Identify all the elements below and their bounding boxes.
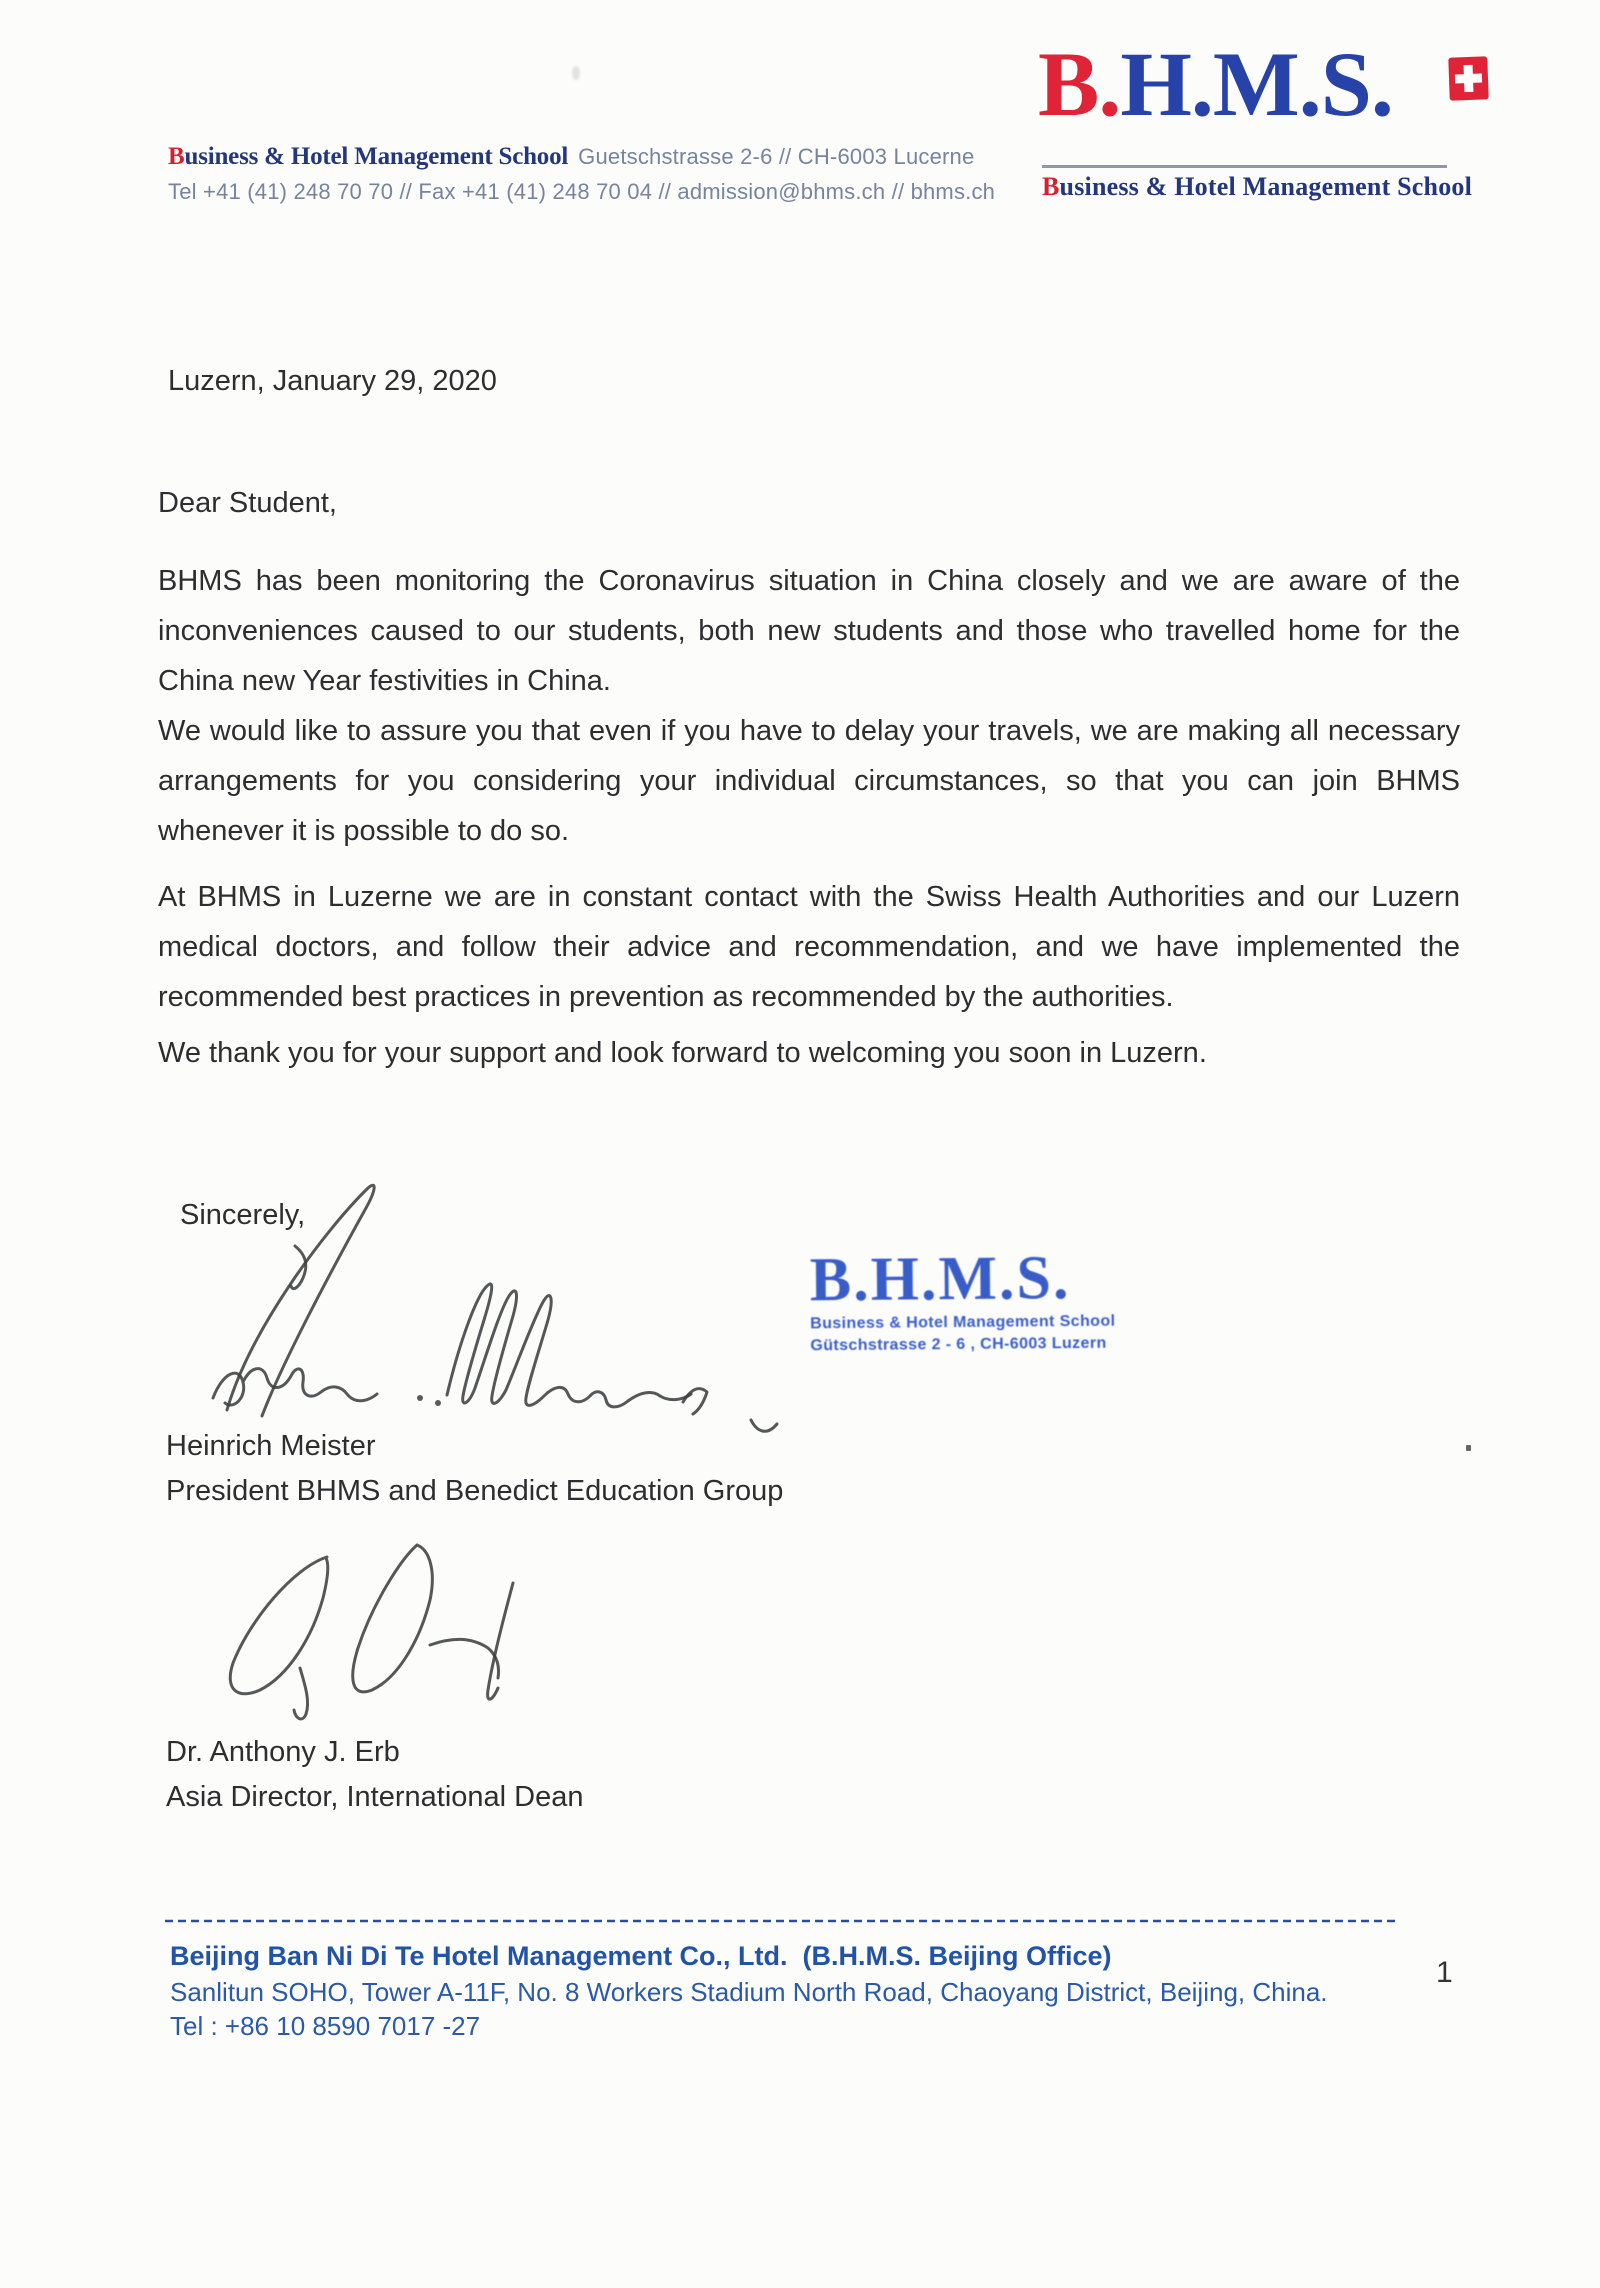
sender-address-line xyxy=(168,143,974,171)
logo-acronym-blue: H.M.S. xyxy=(1120,33,1393,135)
paragraph-3 xyxy=(158,872,1460,1022)
stamp-school-line: Business & Hotel Management School xyxy=(810,1312,1116,1333)
logo-subtitle xyxy=(1042,172,1472,202)
paragraph-1 xyxy=(158,556,1460,706)
sender-contact-line: Tel +41 (41) 248 70 70 // Fax +41 (41) 248 70 04 // admission@bhms.ch // bhms.ch xyxy=(168,179,996,204)
paragraph-line: At BHMS in Luzerne we are in constant contact with the Swiss Health Authorities and our Luzern xyxy=(158,881,1460,913)
closing: Sincerely, xyxy=(180,1199,306,1231)
logo-acronym-red: B. xyxy=(1038,33,1121,135)
paragraph-line: medical doctors, and follow their advice and recommendation, and we have implemented the xyxy=(158,931,1460,963)
signer1-name: Heinrich Meister xyxy=(166,1430,376,1462)
swiss-flag-icon xyxy=(1448,56,1488,100)
school-rest: usiness & Hotel Management School xyxy=(184,143,569,170)
scan-smudge xyxy=(572,66,580,80)
logo-divider-rule xyxy=(1042,165,1447,168)
paragraph-line: BHMS has been monitoring the Coronavirus situation in China closely and we are aware of the xyxy=(158,565,1460,597)
school-initial: B xyxy=(168,143,185,170)
stamp-acronym: B.H.M.S. xyxy=(809,1244,1071,1315)
signature-anthony-erb xyxy=(195,1538,535,1733)
signer2-block xyxy=(166,1730,584,1820)
paragraph-2 xyxy=(158,706,1460,856)
stamp-address-line: Gütschstrasse 2 - 6 , CH-6003 Luzern xyxy=(810,1334,1107,1355)
paragraph-line: recommended best practices in prevention as recommended by the authorities. xyxy=(158,981,1174,1013)
flag-cross-horizontal xyxy=(1455,74,1482,84)
sender-street-address: Guetschstrasse 2-6 // CH-6003 Lucerne xyxy=(578,144,975,169)
sender-school-name xyxy=(168,143,568,170)
signer2-name: Dr. Anthony J. Erb xyxy=(166,1736,400,1768)
paragraph-line: inconveniences caused to our students, both new students and those who travelled home for the xyxy=(158,615,1460,647)
date-line: Luzern, January 29, 2020 xyxy=(168,365,497,397)
logo-subtitle-rest: usiness & Hotel Management School xyxy=(1059,172,1473,201)
beijing-office-name: Beijing Ban Ni Di Te Hotel Management Co., Ltd. (B.H.M.S. Beijing Office) xyxy=(170,1941,1112,1971)
company-stamp xyxy=(810,1245,1116,1358)
logo-subtitle-initial: B xyxy=(1042,172,1060,201)
paragraph-line: We would like to assure you that even if you have to delay your travels, we are making all necessary xyxy=(158,715,1460,747)
signer2-title: Asia Director, International Dean xyxy=(166,1781,584,1813)
signer1-block xyxy=(166,1424,783,1514)
page-number: 1 xyxy=(1436,1956,1453,1989)
bhms-logo xyxy=(1038,34,1393,134)
beijing-office-address: Sanlitun SOHO, Tower A-11F, No. 8 Workers Stadium North Road, Chaoyang District, Beijing, China. xyxy=(170,1977,1328,2007)
signer1-title: President BHMS and Benedict Education Group xyxy=(166,1475,784,1507)
paragraph-line: whenever it is possible to do so. xyxy=(158,815,570,847)
paragraph-line: We thank you for your support and look forward to welcoming you soon in Luzern. xyxy=(158,1037,1207,1069)
paragraph-line: China new Year festivities in China. xyxy=(158,665,611,697)
scan-artifact-dot xyxy=(1466,1445,1471,1451)
footer-divider xyxy=(165,1918,1395,1924)
beijing-office-tel: Tel : +86 10 8590 7017 -27 xyxy=(170,2011,481,2041)
salutation: Dear Student, xyxy=(158,487,337,519)
paragraph-line: arrangements for you considering your individual circumstances, so that you can join BHMS xyxy=(158,765,1460,797)
paragraph-4 xyxy=(158,1028,1460,1078)
